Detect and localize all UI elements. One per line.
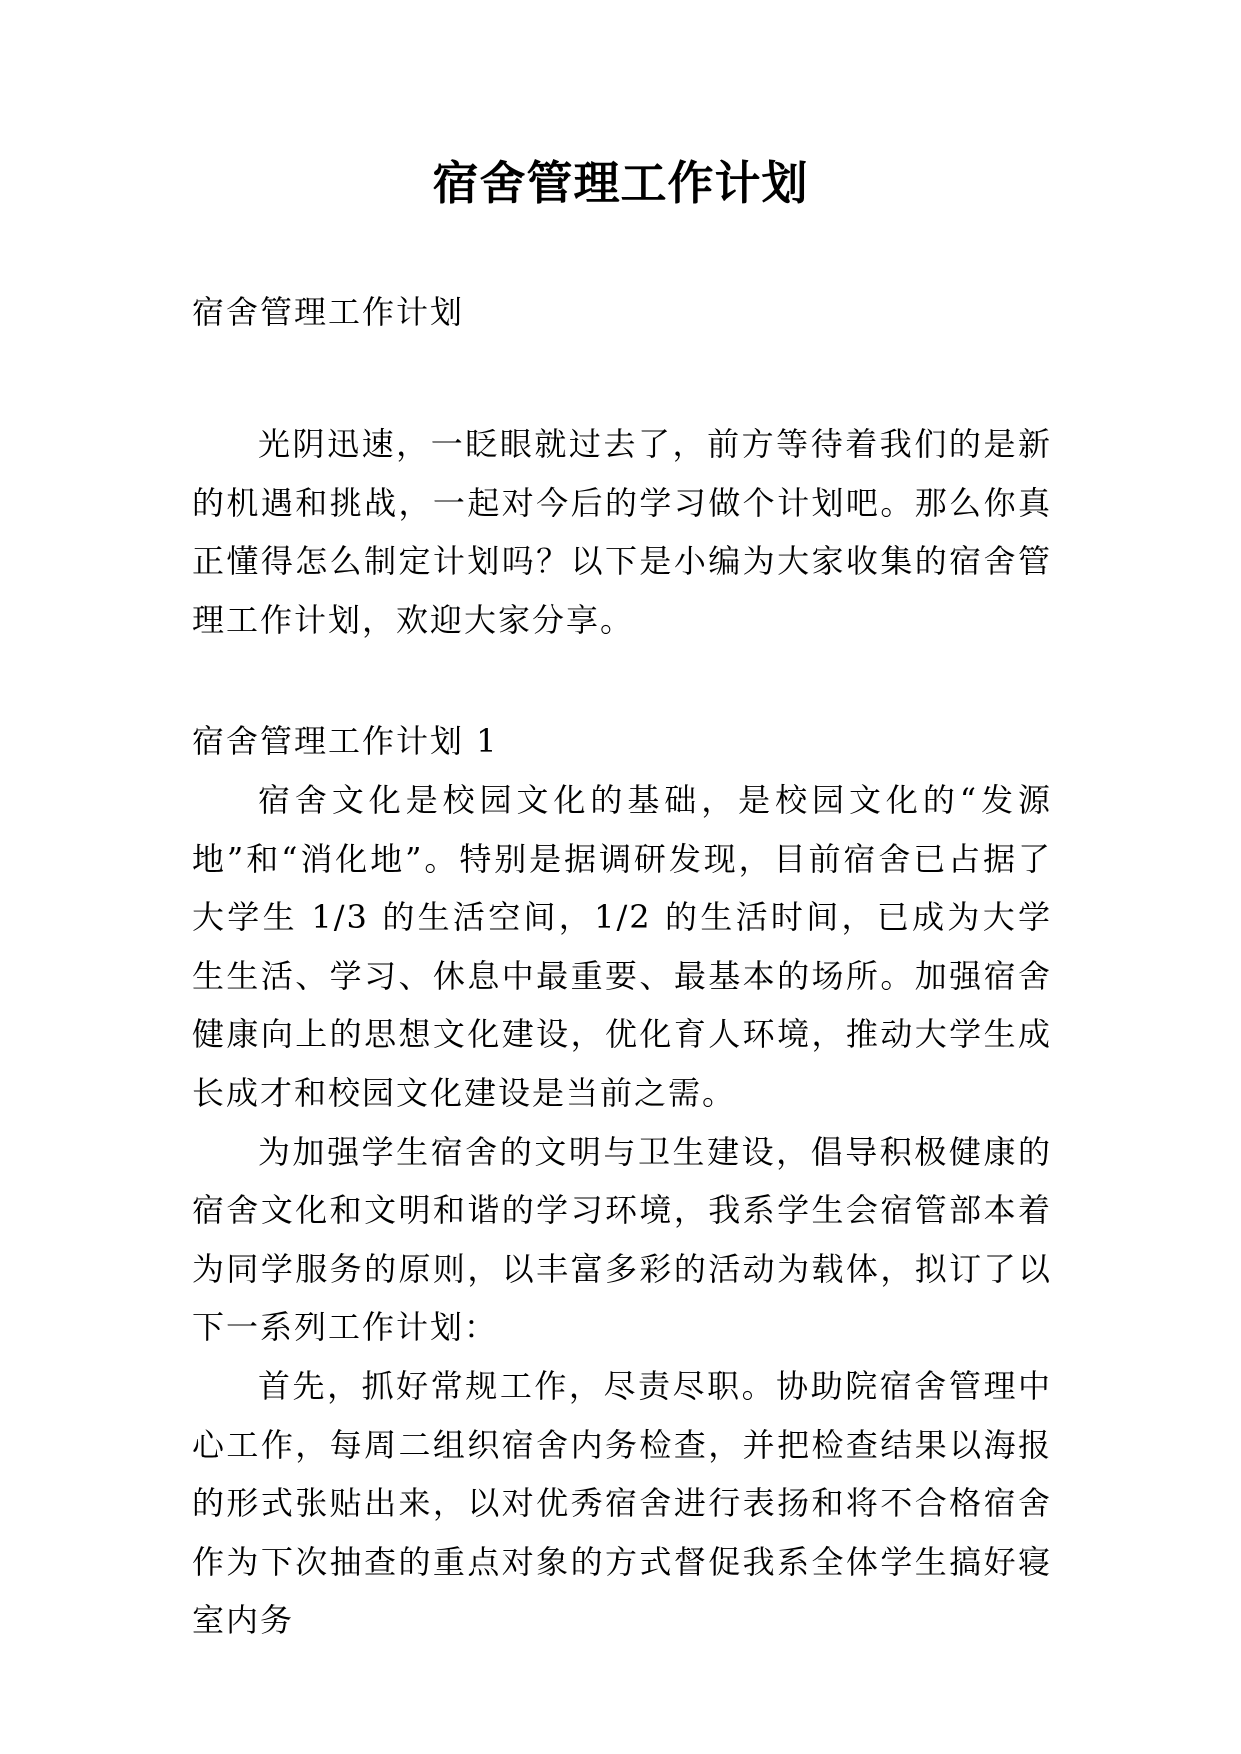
body-paragraph-3: 首先，抓好常规工作，尽责尽职。协助院宿舍管理中心工作，每周二组织宿舍内务检查，并把检查结果以海报的形式张贴出来，以对优秀宿舍进行表扬和将不合格宿舍作为下次抽查的重点对象的方式督促我系全体学生搞好寝室内务: [192, 1366, 1052, 1640]
section-heading: 宿舍管理工作计划 1: [192, 722, 499, 761]
intro-paragraph: 光阴迅速，一眨眼就过去了，前方等待着我们的是新的机遇和挑战，一起对今后的学习做个计划吧。那么你真正懂得怎么制定计划吗？以下是小编为大家收集的宿舍管理工作计划，欢迎大家分享。: [192, 425, 1052, 639]
document-title: 宿舍管理工作计划: [432, 156, 809, 210]
body-paragraph-2: 为加强学生宿舍的文明与卫生建设，倡导积极健康的宿舍文化和文明和谐的学习环境，我系学生会宿管部本着为同学服务的原则，以丰富多彩的活动为载体，拟订了以下一系列工作计划：: [192, 1132, 1052, 1347]
document-subtitle: 宿舍管理工作计划: [192, 293, 465, 331]
body-paragraph-1: 宿舍文化是校园文化的基础，是校园文化的“发源地”和“消化地”。特别是据调研发现，目前宿舍已占据了大学生 1/3 的生活空间，1/2 的生活时间，已成为大学生生活、学习、休息中最重要、最基本的场所。加强宿舍健康向上的思想文化建设，优化育人环境，推动大学生成长成才和校园文化建设是当前之需。: [192, 780, 1052, 1112]
document-body: [192, 283, 1052, 1650]
